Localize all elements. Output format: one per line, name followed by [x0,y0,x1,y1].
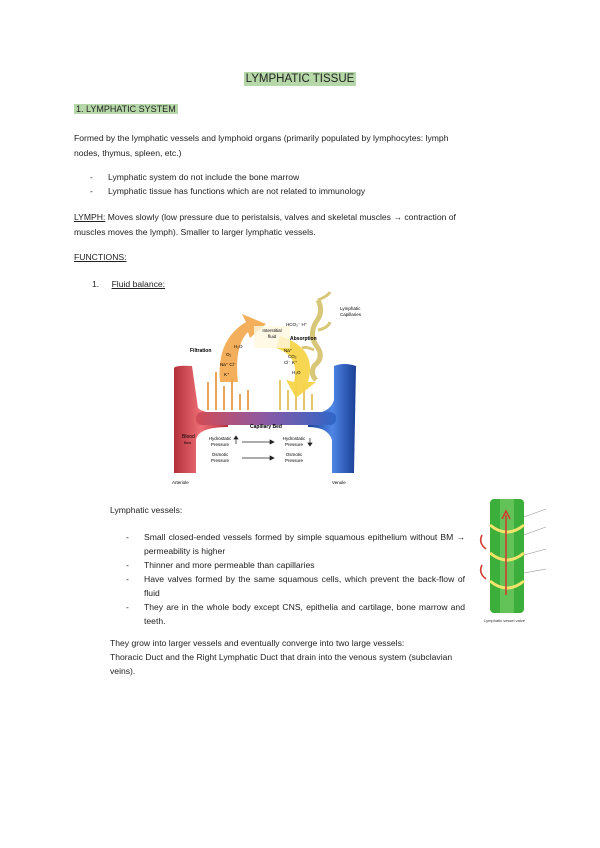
function-item-fluid-balance: 1. Fluid balance: [92,279,166,289]
list-item: - Thinner and more permeable than capillaries [110,558,465,572]
venule-label: Venule [332,480,346,485]
page-title: LYMPHATIC TISSUE [245,73,355,85]
section-heading-lymphatic-system: 1. LYMPHATIC SYSTEM [76,104,176,114]
svg-text:Osmotic: Osmotic [285,452,303,457]
svg-text:CO₂: CO₂ [288,354,297,359]
svg-text:Cl⁻ K⁺: Cl⁻ K⁺ [284,360,298,365]
list-item: - Small closed-ended vessels formed by simple squamous epithelium without BM → permeability is higher [110,530,465,558]
svg-text:Capillaries: Capillaries [340,312,362,317]
lymph-paragraph: LYMPH: Moves slowly (low pressure due to peristalsis, valves and skeletal muscles → contraction of muscles moves the lymph). Smaller to larger lymphatic vessels. [74,212,456,237]
vessels-heading: Lymphatic vessels: [110,505,183,515]
capillary-bed-label: Capillary Bed [250,424,282,430]
svg-text:Hydrostatic: Hydrostatic [208,436,232,441]
interstitial-fluid-label: Interstitial [262,328,282,333]
intro-paragraph: Formed by the lymphatic vessels and lymphoid organs (primarily populated by lymphocytes: lymph nodes, thymus, spleen, etc.) [74,133,449,158]
lymphatic-vessel-valve-image [478,495,548,625]
svg-text:H₂O: H₂O [292,370,301,375]
filtration-label: Filtration [190,348,212,354]
svg-text:Pressure: Pressure [284,442,304,447]
list-item: - They are in the whole body except CNS, epithelia and cartilage, bone marrow and teeth. [110,600,465,628]
vessel-image-caption: Lymphatic vessel valve [484,618,525,623]
arteriole-label: Arteriole [172,480,189,485]
hco3-label: HCO₃⁻ H⁺ [286,322,308,327]
svg-text:flow: flow [184,440,192,445]
svg-text:fluid: fluid [267,334,277,339]
absorption-label: Absorption [290,336,317,342]
svg-text:Pressure: Pressure [284,458,304,463]
svg-text:Na⁺: Na⁺ [284,348,293,353]
svg-text:H₂O: H₂O [234,344,243,349]
svg-text:Na⁺ Cl⁻: Na⁺ Cl⁻ [220,362,237,367]
system-bullet-list [74,170,534,198]
lymphatic-capillaries-label: Lymphatic [340,306,361,311]
blood-flow-label: Blood [182,434,195,440]
svg-text:O₂: O₂ [226,352,232,357]
svg-text:K⁺: K⁺ [224,372,230,377]
svg-text:Osmotic: Osmotic [211,452,229,457]
svg-text:Pressure: Pressure [210,458,230,463]
vessels-bullet-list [110,530,465,628]
list-item: - Lymphatic system do not include the bone marrow [74,170,534,184]
lymph-label: LYMPH: [74,212,106,222]
svg-text:Pressure: Pressure [210,442,230,447]
list-item: - Have valves formed by the same squamous cells, which prevent the back-flow of fluid [110,572,465,600]
vessels-outro-paragraph: They grow into larger vessels and eventually converge into two large vessels: Thoracic Duct and the Right Lymphatic Duct that drain into the venous system (subclavian veins). [110,638,453,676]
fluid-balance-diagram [168,290,378,490]
svg-text:Hydrostatic: Hydrostatic [282,436,306,441]
functions-heading: FUNCTIONS: [74,252,127,262]
list-item: - Lymphatic tissue has functions which are not related to immunology [74,184,534,198]
